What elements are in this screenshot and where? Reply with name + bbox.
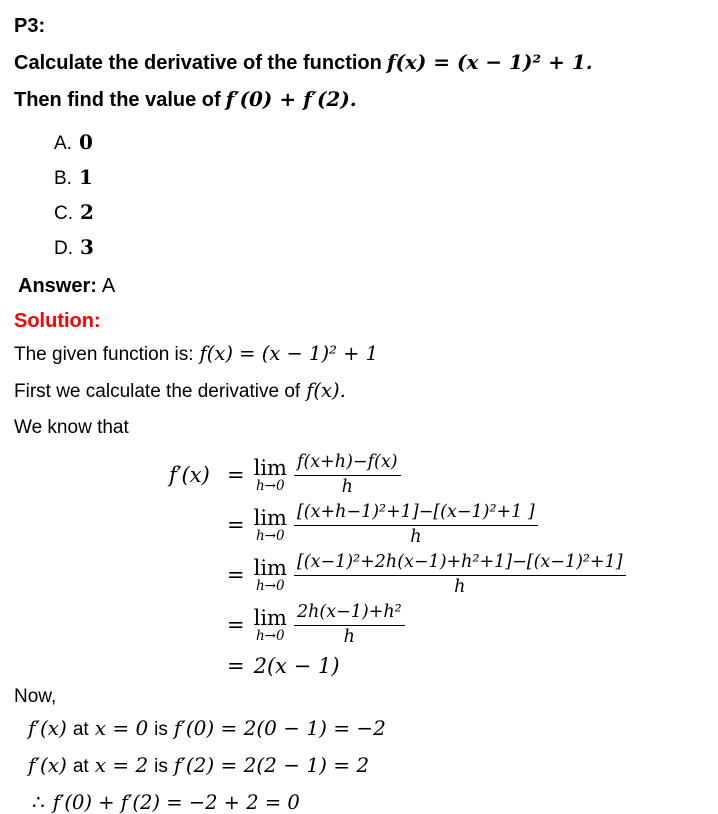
fraction-denominator: h <box>410 526 422 547</box>
derivation-line-4 <box>169 600 708 650</box>
given-function-line <box>14 336 708 373</box>
fraction-numerator: 2h(x−1)+h² <box>294 602 405 626</box>
derivation-line-2 <box>169 500 708 550</box>
statement-text-1: Calculate the derivative of the function <box>14 52 382 74</box>
derivative-result: 2(x − 1) <box>253 654 340 678</box>
problem-label: P3: <box>14 15 46 37</box>
fraction-denominator: h <box>454 576 466 597</box>
choice-c <box>54 196 708 231</box>
lim-word: lim <box>253 455 287 480</box>
limit-operator <box>254 507 287 544</box>
first-step-line <box>14 373 708 410</box>
fraction <box>294 552 626 599</box>
conclusion-line <box>14 785 708 814</box>
equals-sign: = <box>227 463 245 487</box>
choice-b-letter: B. <box>54 168 72 189</box>
choice-d <box>54 231 708 266</box>
eval2-math-x2: x = 2 <box>94 753 149 777</box>
lim-word: lim <box>253 605 287 630</box>
statement-math-1: f(x) = (x − 1)² + 1. <box>386 50 593 74</box>
choice-a-letter: A. <box>54 133 72 154</box>
solution-heading: Solution: <box>14 310 101 332</box>
statement-math-2: f′(0) + f′(2). <box>225 87 357 111</box>
eval1-text-at: at <box>72 719 89 740</box>
lim-subscript: h→0 <box>255 627 285 644</box>
fraction <box>294 502 538 549</box>
limit-operator <box>254 557 287 594</box>
first-step-text: First we calculate the derivative of <box>14 381 301 402</box>
equals-sign: = <box>227 654 245 678</box>
derivation-line-3 <box>169 550 708 600</box>
fraction-denominator: h <box>343 626 355 647</box>
problem-statement-line2 <box>14 85 708 116</box>
answer-value: A <box>101 275 116 297</box>
now-line <box>14 684 708 711</box>
we-know-text: We know that <box>14 417 129 438</box>
choices-list <box>14 126 708 266</box>
choice-a-value: 0 <box>78 130 93 154</box>
answer-label: Answer: <box>18 275 97 297</box>
fraction-numerator: f(x+h)−f(x) <box>294 452 401 476</box>
fraction-numerator: [(x−1)²+2h(x−1)+h²+1]−[(x−1)²+1] <box>294 552 626 576</box>
fraction-denominator: h <box>341 476 353 497</box>
eval1-math-x0: x = 0 <box>94 716 149 740</box>
therefore-symbol: ∴ <box>32 790 45 814</box>
choice-d-value: 3 <box>80 235 94 259</box>
now-text: Now, <box>14 686 57 707</box>
eval2-math-fx: f′(x) <box>28 753 67 777</box>
eval1-math-result: f′(0) = 2(0 − 1) = −2 <box>173 716 386 740</box>
derivative-lhs: f′(x) <box>169 463 210 487</box>
derivation-line-1 <box>169 450 708 500</box>
lim-word: lim <box>253 505 287 530</box>
statement-text-2: Then find the value of <box>14 89 221 111</box>
lim-subscript: h→0 <box>255 577 285 594</box>
lim-subscript: h→0 <box>255 477 285 494</box>
choice-d-letter: D. <box>54 238 73 259</box>
lim-subscript: h→0 <box>255 527 285 544</box>
choice-b <box>54 161 708 196</box>
eval1-text-is: is <box>154 719 168 740</box>
choice-c-letter: C. <box>54 203 73 224</box>
evaluation-line-1 <box>14 711 708 748</box>
we-know-line <box>14 410 708 446</box>
equals-sign: = <box>227 613 245 637</box>
evaluation-line-2 <box>14 748 708 785</box>
equals-sign: = <box>227 513 245 537</box>
eval2-text-is: is <box>154 756 168 777</box>
problem-statement-line1 <box>14 48 708 79</box>
choice-c-value: 2 <box>80 200 94 224</box>
choice-b-value: 1 <box>78 165 93 189</box>
lim-word: lim <box>253 555 287 580</box>
choice-a <box>54 126 708 161</box>
given-math: f(x) = (x − 1)² + 1 <box>199 342 379 365</box>
eval2-math-result: f′(2) = 2(2 − 1) = 2 <box>173 753 370 777</box>
eval2-text-at: at <box>72 756 89 777</box>
limit-operator <box>254 607 287 644</box>
eval1-math-fx: f′(x) <box>28 716 67 740</box>
first-step-math: f(x). <box>306 379 346 402</box>
equals-sign: = <box>227 563 245 587</box>
conclusion-math: f′(0) + f′(2) = −2 + 2 = 0 <box>52 791 300 814</box>
fraction-numerator: [(x+h−1)²+1]−[(x−1)²+1 ] <box>294 502 538 526</box>
limit-operator <box>254 457 287 494</box>
answer-line <box>14 271 708 303</box>
derivation-line-5 <box>169 650 708 682</box>
derivation-block <box>169 450 708 682</box>
fraction <box>294 602 405 649</box>
given-text: The given function is: <box>14 344 194 365</box>
fraction <box>294 452 401 499</box>
